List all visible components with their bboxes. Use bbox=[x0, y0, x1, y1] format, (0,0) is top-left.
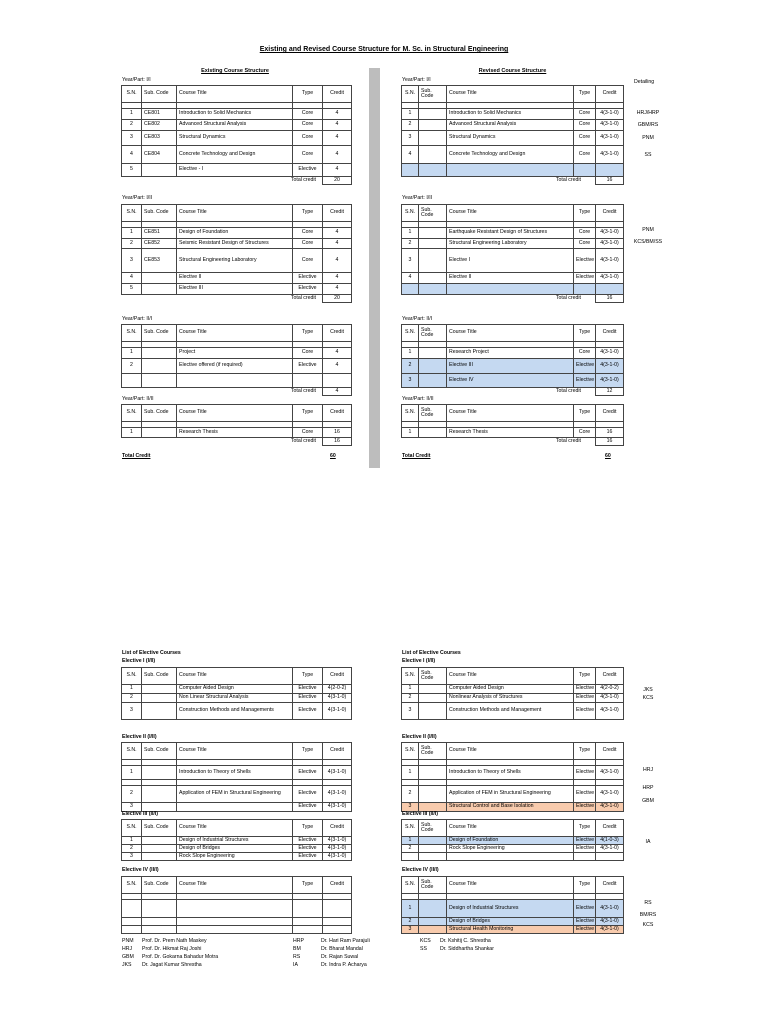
table-row: 3 Elective IV Elective 4(3-1-0) bbox=[402, 374, 624, 388]
table-row: 2 Advanced Structural Analysis Core 4(3-1-0) bbox=[402, 120, 624, 131]
table-row: 3 Rock Slope Engineering Elective 4(3-1-0) bbox=[122, 853, 352, 861]
legend-name: Dr. Hari Ram Parajuli bbox=[321, 938, 370, 944]
elective-heading: Elective I (I/II) bbox=[402, 658, 436, 664]
detailing-note: GBM/RS bbox=[637, 122, 659, 128]
table-row: 1 Computer Aided Design Elective 4(2-0-2) bbox=[402, 685, 624, 694]
table-row: 1 Research Thesis Core 16 bbox=[402, 428, 624, 438]
elective-heading: Elective III (II/I) bbox=[402, 811, 439, 817]
legend-abbr: RS bbox=[293, 954, 301, 960]
table-row: 2 Rock Slope Engineering Elective 4(3-1-0) bbox=[402, 845, 624, 853]
detailing-note: PNM bbox=[642, 227, 654, 233]
year-part-label: Year/Part: II/I bbox=[122, 316, 153, 322]
elective-heading: Elective II (I/II) bbox=[122, 734, 157, 740]
elective-heading: Elective IV (II/I) bbox=[402, 867, 439, 873]
total-row: Total credit 16 bbox=[402, 295, 624, 303]
table-row: 1 CE801 Introduction to Solid Mechanics Core 4 bbox=[122, 109, 352, 120]
table-row: 2 CE802 Advanced Structural Analysis Core 4 bbox=[122, 120, 352, 131]
legend-name: Dr. Rajan Suwal bbox=[321, 954, 359, 960]
existing-table-4: S.N. Sub. Code Course Title Type Credit 1 Research Thesis Core 16 Total credit 16 bbox=[121, 404, 352, 446]
table-row: 1 Design of Industrial Structures Elective 4(3-1-0) bbox=[402, 900, 624, 918]
table-row: 4 Elective II Elective 4(3-1-0) bbox=[402, 273, 624, 284]
col-subcode: Sub. Code bbox=[142, 86, 177, 103]
table-row: 2 Elective III Elective 4(3-1-0) bbox=[402, 359, 624, 374]
legend-name: Prof. Dr. Hikmat Raj Joshi bbox=[142, 946, 202, 952]
existing-table-2: S.N. Sub. Code Course Title Type Credit 1 CE851 Design of Foundation Core 4 2 CE852 Seismic Resistant Design of Structures Core 4 3 CE853 Structural Engineering Laboratory Core 4 4 Elective II Elective 4 5 Elective III Elective 4 Total credit 20 bbox=[121, 204, 352, 303]
total-row: Total credit 16 bbox=[402, 438, 624, 446]
legend-name: Dr. Bharat Mandal bbox=[321, 946, 363, 952]
legend-name: Dr. Kshitij C. Shrestha bbox=[440, 938, 491, 944]
grand-total-value: 60 bbox=[605, 453, 611, 459]
total-row: Total credit 16 bbox=[122, 438, 352, 446]
table-row: 2 Structural Engineering Laboratory Core 4(3-1-0) bbox=[402, 239, 624, 249]
grand-total-label: Total Credit bbox=[122, 453, 151, 459]
revised-elective-4: S.N. Sub. Code Course Title Type Credit 1 Design of Industrial Structures Elective 4(3-1-0) 2 Design of Bridges Elective 4(3-1-0) 3 Structural Health Monitoring Elective 4(3-1-0) bbox=[401, 876, 624, 934]
table-row: 1 Introduction to Solid Mechanics Core 4(3-1-0) bbox=[402, 109, 624, 120]
detailing-note: SS bbox=[644, 152, 652, 158]
detailing-note: KCS bbox=[642, 922, 654, 928]
elective-list-title: List of Elective Courses bbox=[122, 650, 181, 656]
detailing-note: GBM bbox=[642, 798, 654, 804]
revised-elective-3: S.N. Sub. Code Course Title Type Credit 1 Design of Foundation Elective 4(1-0-3) 2 Rock Slope Engineering Elective 4(3-1-0) bbox=[401, 819, 624, 861]
legend-name: Prof. Dr. Prem Nath Maskey bbox=[142, 938, 207, 944]
table-row: 4 Elective II Elective 4 bbox=[122, 273, 352, 284]
legend-abbr: SS bbox=[420, 946, 427, 952]
existing-table-1 bbox=[121, 85, 352, 185]
table-row: 3 Structural Control and Base Isolation Elective 4(3-1-0) bbox=[402, 803, 624, 812]
table-row: 3 Construction Methods and Management Elective 4(3-1-0) bbox=[402, 703, 624, 720]
table-row: 3 Construction Methods and Managements Elective 4(3-1-0) bbox=[122, 703, 352, 720]
table-row: 2 Application of FEM in Structural Engineering Elective 4(3-1-0) bbox=[402, 786, 624, 803]
detailing-note: BM/RS bbox=[639, 912, 657, 918]
table-row: 3 Structural Dynamics Core 4(3-1-0) bbox=[402, 131, 624, 146]
table-row: 3 Structural Health Monitoring Elective 4(3-1-0) bbox=[402, 926, 624, 934]
legend-abbr: BM bbox=[293, 946, 301, 952]
table-row: 1 CE851 Design of Foundation Core 4 bbox=[122, 228, 352, 239]
revised-table-4: S.N. Sub. Code Course Title Type Credit 1 Research Thesis Core 16 Total credit 16 bbox=[401, 404, 624, 446]
total-row: Total credit 20 bbox=[122, 295, 352, 303]
table-row: 1 Research Thesis Core 16 bbox=[122, 428, 352, 438]
table-row: 2 Design of Bridges Elective 4(3-1-0) bbox=[122, 845, 352, 853]
existing-elective-2: S.N. Sub. Code Course Title Type Credit 1 Introduction to Theory of Shells Elective 4(3-1-0) 2 Application of FEM in Structural Engineering Elective 4(3-1-0) 3 Elective 4(3-1-0) bbox=[121, 742, 352, 812]
table-row: 3 CE803 Structural Dynamics Core 4 bbox=[122, 131, 352, 146]
col-sn: S.N. bbox=[122, 86, 142, 103]
year-part-label: Year/Part: II/II bbox=[122, 396, 154, 402]
table-row: 1 Design of Foundation Elective 4(1-0-3) bbox=[402, 837, 624, 845]
detailing-note: HRP bbox=[642, 785, 654, 791]
total-row: Total credit 12 bbox=[402, 388, 624, 396]
legend-abbr: JKS bbox=[122, 962, 132, 968]
existing-elective-1: S.N. Sub. Code Course Title Type Credit 1 Computer Aided Design Elective 4(2-0-2) 2 Non Linear Structural Analysis Elective 4(3-1-0) 3 Construction Methods and Managements Elective 4(3-1-0) bbox=[121, 667, 352, 720]
table-row: 2 Non Linear Structural Analysis Elective 4(3-1-0) bbox=[122, 694, 352, 703]
grand-total-label: Total Credit bbox=[402, 453, 431, 459]
existing-heading: Existing Course Structure bbox=[201, 68, 269, 74]
legend-name: Dr. Siddhartha Shankar bbox=[440, 946, 494, 952]
year-part-label: Year/Part: II/II bbox=[402, 396, 434, 402]
year-part-label: Year/Part: I/II bbox=[122, 195, 153, 201]
year-part-label: Year/Part: I/I bbox=[122, 77, 151, 83]
table-row: 1 Design of Industrial Structures Elective 4(3-1-0) bbox=[122, 837, 352, 845]
detailing-note: HRJ bbox=[642, 767, 654, 773]
table-row: 2 Design of Bridges Elective 4(3-1-0) bbox=[402, 918, 624, 926]
table-row: 5 Elective - I Elective 4 bbox=[122, 164, 352, 177]
table-row: 1 Introduction to Theory of Shells Elective 4(3-1-0) bbox=[122, 766, 352, 780]
detailing-label: Detailing bbox=[634, 79, 655, 85]
legend-abbr: KCS bbox=[420, 938, 431, 944]
year-part-label: Year/Part: I/II bbox=[402, 195, 433, 201]
total-row: Total credit 16 bbox=[402, 177, 624, 185]
table-row: 4 Concrete Technology and Design Core 4(3-1-0) bbox=[402, 146, 624, 164]
legend-abbr: GBM bbox=[122, 954, 134, 960]
document-title: Existing and Revised Course Structure for M. Sc. in Structural Engineering bbox=[259, 46, 509, 53]
existing-elective-4: S.N. Sub. Code Course Title Type Credit bbox=[121, 876, 352, 934]
table-row: 1 Earthquake Resistant Design of Structures Core 4(3-1-0) bbox=[402, 228, 624, 239]
table-row: 5 Elective III Elective 4 bbox=[122, 284, 352, 295]
table-row: 1 Project Core 4 bbox=[122, 348, 352, 359]
detailing-note: JKS bbox=[643, 687, 653, 693]
table-row: 2 CE852 Seismic Resistant Design of Structures Core 4 bbox=[122, 239, 352, 249]
table-row: 2 Elective offered (if required) Elective 4 bbox=[122, 359, 352, 374]
legend-abbr: HRP bbox=[293, 938, 304, 944]
elective-heading: Elective III (II/I) bbox=[122, 811, 159, 817]
legend-abbr: IA bbox=[293, 962, 298, 968]
total-row: Total credit 4 bbox=[122, 388, 352, 396]
total-row: Total credit 20 bbox=[122, 177, 352, 185]
table-row: 3 Elective 4(3-1-0) bbox=[122, 803, 352, 812]
legend-name: Prof. Dr. Gokarna Bahadur Motra bbox=[142, 954, 219, 960]
detailing-note: HRJ/HRP bbox=[636, 110, 660, 116]
elective-list-title: List of Elective Courses bbox=[402, 650, 461, 656]
col-type: Type bbox=[293, 86, 323, 103]
year-part-label: Year/Part: I/I bbox=[402, 77, 431, 83]
elective-heading: Elective IV (II/I) bbox=[122, 867, 159, 873]
revised-heading: Revised Course Structure bbox=[478, 68, 547, 74]
legend-name: Dr. Jagat Kumar Shrestha bbox=[142, 962, 202, 968]
detailing-note: KCS/BM/SS bbox=[633, 239, 663, 245]
year-part-label: Year/Part: II/I bbox=[402, 316, 433, 322]
detailing-note: KCS bbox=[642, 695, 654, 701]
legend-abbr: PNM bbox=[122, 938, 134, 944]
column-divider bbox=[369, 68, 380, 468]
detailing-note: PNM bbox=[642, 135, 654, 141]
col-credit: Credit bbox=[323, 86, 352, 103]
legend-name: Dr. Indra P. Acharya bbox=[321, 962, 367, 968]
elective-heading: Elective II (I/II) bbox=[402, 734, 437, 740]
table-row: 1 Introduction to Theory of Shells Elective 4(3-1-0) bbox=[402, 766, 624, 780]
revised-elective-2: S.N. Sub. Code Course Title Type Credit 1 Introduction to Theory of Shells Elective 4(3-1-0) 2 Application of FEM in Structural Engineering Elective 4(3-1-0) 3 Structural Control and Base Isolation Elective 4(3-1-0) bbox=[401, 742, 624, 812]
existing-elective-3: S.N. Sub. Code Course Title Type Credit 1 Design of Industrial Structures Elective 4(3-1-0) 2 Design of Bridges Elective 4(3-1-0) 3 Rock Slope Engineering Elective 4(3-1-0) bbox=[121, 819, 352, 861]
detailing-note: IA bbox=[645, 839, 651, 845]
grand-total-value: 60 bbox=[330, 453, 336, 459]
revised-table-3: S.N. Sub. Code Course Title Type Credit 1 Research Project Core 4(3-1-0) 2 Elective III Elective 4(3-1-0) 3 Elective IV Elective 4(3-1-0) Total credit 12 bbox=[401, 324, 624, 396]
revised-table-2: S.N. Sub. Code Course Title Type Credit 1 Earthquake Resistant Design of Structures Core 4(3-1-0) 2 Structural Engineering Laboratory Core 4(3-1-0) 3 Elective I Elective 4(3-1-0) 4 Elective II Elective 4(3-1-0) Total credit 16 bbox=[401, 204, 624, 303]
revised-table-1: S.N. Sub. Code Course Title Type Credit 1 Introduction to Solid Mechanics Core 4(3-1-0) 2 Advanced Structural Analysis Core 4(3-1-0) 3 Structural Dynamics Core 4(3-1-0) 4 Concrete Technology and Design Core 4(3-1-0) Total credit 16 bbox=[401, 85, 624, 185]
existing-table-3: S.N. Sub. Code Course Title Type Credit 1 Project Core 4 2 Elective offered (if required) Elective 4 Total credit 4 bbox=[121, 324, 352, 396]
table-row: 3 Elective I Elective 4(3-1-0) bbox=[402, 249, 624, 273]
elective-heading: Elective I (I/II) bbox=[122, 658, 156, 664]
table-row: 2 Nonlinear Analysis of Structures Elective 4(3-1-0) bbox=[402, 694, 624, 703]
table-row: 1 Computer Aided Design Elective 4(2-0-2) bbox=[122, 685, 352, 694]
col-course-title: Course Title bbox=[177, 86, 293, 103]
table-row: 4 CE804 Concrete Technology and Design Core 4 bbox=[122, 146, 352, 164]
revised-elective-1: S.N. Sub. Code Course Title Type Credit 1 Computer Aided Design Elective 4(2-0-2) 2 Nonlinear Analysis of Structures Elective 4(3-1-0) 3 Construction Methods and Management Elective 4(3-1-0) bbox=[401, 667, 624, 720]
detailing-note: RS bbox=[644, 900, 652, 906]
legend-abbr: HRJ bbox=[122, 946, 133, 952]
table-row: 2 Application of FEM in Structural Engineering Elective 4(3-1-0) bbox=[122, 786, 352, 803]
table-row: 1 Research Project Core 4(3-1-0) bbox=[402, 348, 624, 359]
table-row: 3 CE853 Structural Engineering Laboratory Core 4 bbox=[122, 249, 352, 273]
